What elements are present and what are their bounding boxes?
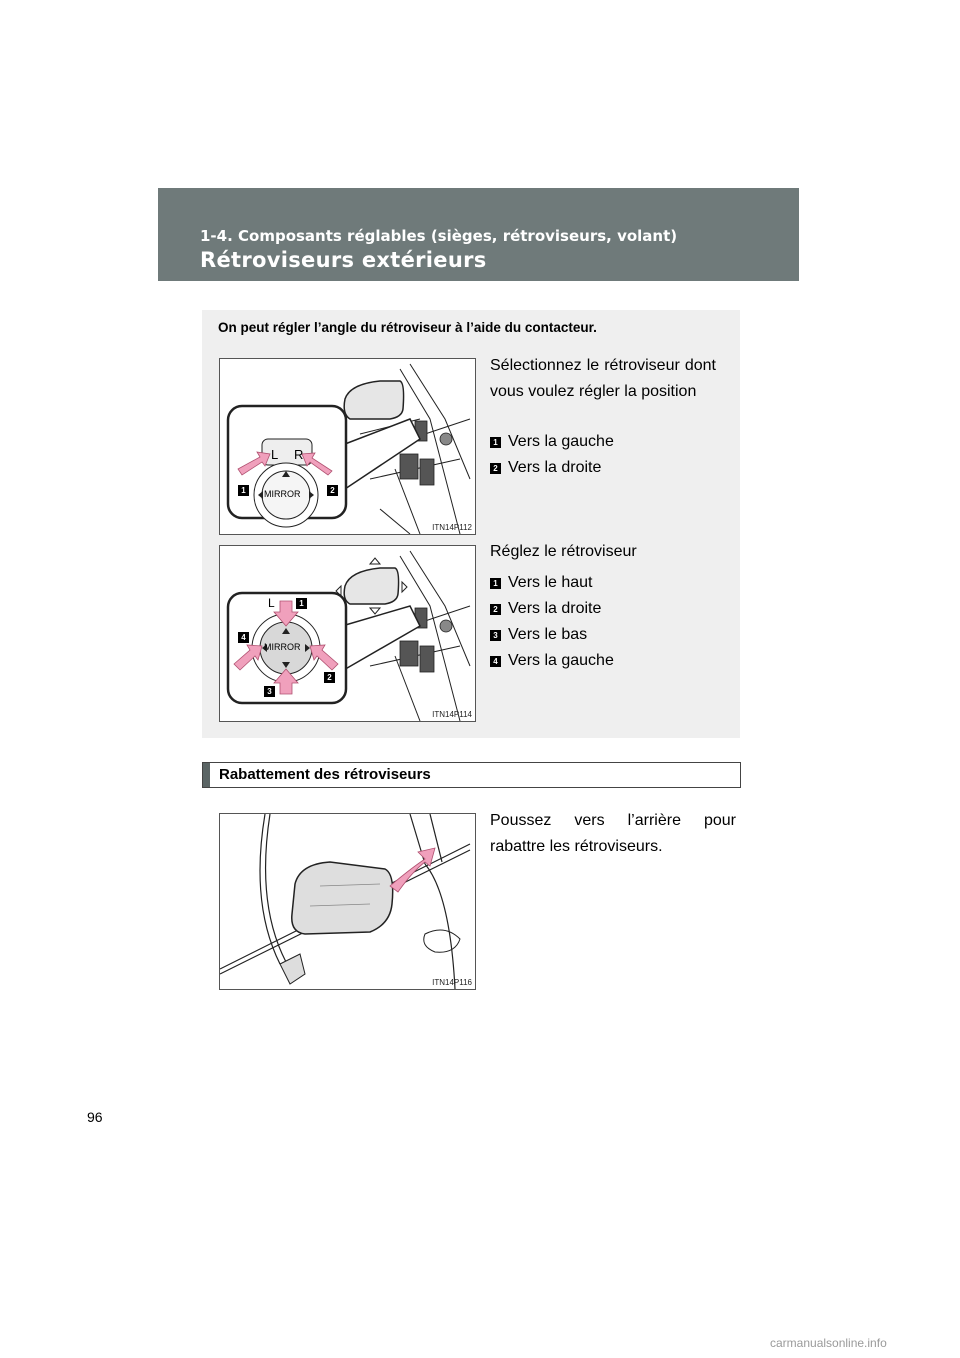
list-item (490, 625, 587, 645)
page-number: 96 (87, 1109, 103, 1125)
subsection-title: Rabattement des rétroviseurs (219, 766, 431, 783)
callout-1: 1 (238, 485, 249, 496)
step-label: Vers le haut (508, 574, 593, 591)
mirror-label: MIRROR (264, 642, 301, 652)
footer-watermark: carmanualsonline.info (770, 1336, 887, 1350)
step-number: 1 (490, 437, 501, 448)
adjust-mirror-text: Réglez le rétroviseur (490, 543, 637, 560)
figure-fold-mirror (219, 813, 476, 990)
list-item (490, 651, 614, 671)
switch-label-r: R (294, 447, 304, 462)
heading-bar (203, 763, 210, 787)
callout-2: 2 (327, 485, 338, 496)
callout-3: 3 (264, 686, 275, 697)
figure-code: ITN14P112 (432, 523, 472, 532)
section-title: 1-4. Composants réglables (sièges, rétroviseurs, volant) (200, 227, 678, 245)
step-number: 2 (490, 463, 501, 474)
step-label: Vers le bas (508, 626, 588, 643)
callout-2: 2 (324, 672, 335, 683)
list-item (490, 573, 593, 593)
fold-mirror-text: Poussez vers l’arrière pour rabattre les rétroviseurs. (490, 812, 736, 855)
list-item (490, 599, 601, 619)
switch-label-l: L (268, 596, 275, 610)
figure-code: ITN14P114 (432, 710, 472, 719)
step-label: Vers la gauche (508, 433, 614, 450)
switch-label-l: L (271, 447, 279, 462)
step-label: Vers la gauche (508, 652, 614, 669)
mirror-label: MIRROR (264, 489, 301, 499)
chapter-header (158, 188, 799, 281)
figure-adjust-mirror (219, 545, 476, 722)
page-title: Rétroviseurs extérieurs (200, 248, 487, 272)
figure-code: ITN14P116 (432, 978, 472, 987)
intro-text: On peut régler l’angle du rétroviseur à l’aide du contacteur. (218, 320, 597, 335)
step-number: 1 (490, 578, 501, 589)
figure-select-mirror (219, 358, 476, 535)
callout-1: 1 (296, 598, 307, 609)
subsection-heading (202, 762, 741, 788)
list-item (490, 432, 614, 452)
step-number: 4 (490, 656, 501, 667)
step-number: 3 (490, 630, 501, 641)
select-mirror-text: Sélectionnez le rétroviseur dont vous voulez régler la position (490, 357, 716, 400)
list-item (490, 458, 601, 478)
step-number: 2 (490, 604, 501, 615)
step-label: Vers la droite (508, 459, 602, 476)
callout-4: 4 (238, 632, 249, 643)
step-label: Vers la droite (508, 600, 602, 617)
